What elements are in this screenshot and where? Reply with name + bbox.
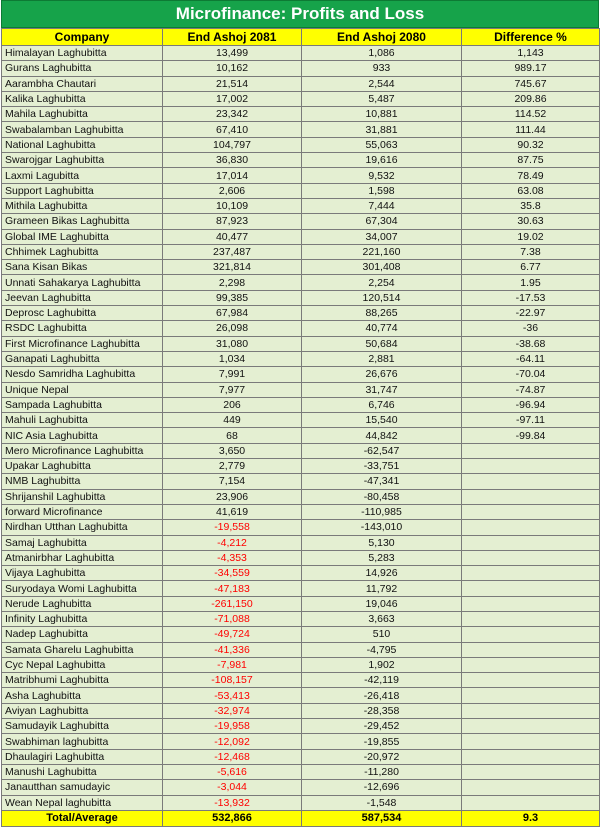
table-row [2,260,600,275]
company-cell: Vijaya Laghubitta [2,566,163,581]
difference-cell: 63.08 [462,183,600,198]
difference-cell [462,596,600,611]
table-row [2,198,600,213]
header-end-ashoj-2080: End Ashoj 2080 [302,29,462,46]
value-2081-cell: -12,092 [163,734,302,749]
company-cell: Aviyan Laghubitta [2,703,163,718]
difference-cell: 78.49 [462,168,600,183]
table-row [2,183,600,198]
value-2080-cell: -11,280 [302,764,462,779]
value-2080-cell: 1,598 [302,183,462,198]
company-cell: National Laghubitta [2,137,163,152]
table-row [2,290,600,305]
company-cell: Sampada Laghubitta [2,397,163,412]
value-2080-cell: 2,254 [302,275,462,290]
difference-cell [462,566,600,581]
company-cell: Global IME Laghubitta [2,229,163,244]
value-2081-cell: 7,991 [163,367,302,382]
company-cell: Swabalamban Laghubitta [2,122,163,137]
company-cell: RSDC Laghubitta [2,321,163,336]
total-2080: 587,534 [302,810,462,826]
value-2081-cell: 237,487 [163,244,302,259]
table-row [2,688,600,703]
value-2081-cell: -5,616 [163,764,302,779]
difference-cell [462,474,600,489]
table-row [2,780,600,795]
value-2081-cell: 321,814 [163,260,302,275]
company-cell: Cyc Nepal Laghubitta [2,657,163,672]
value-2080-cell: 510 [302,627,462,642]
company-cell: Upakar Laghubitta [2,459,163,474]
company-cell: Kalika Laghubitta [2,91,163,106]
value-2081-cell: 36,830 [163,153,302,168]
total-label: Total/Average [2,810,163,826]
difference-cell: 1.95 [462,275,600,290]
company-cell: Mahuli Laghubitta [2,413,163,428]
value-2081-cell: 7,977 [163,382,302,397]
value-2081-cell: -7,981 [163,657,302,672]
value-2080-cell: 221,160 [302,244,462,259]
value-2081-cell: 206 [163,397,302,412]
difference-cell [462,550,600,565]
difference-cell: -38.68 [462,336,600,351]
value-2080-cell: 5,283 [302,550,462,565]
table-row [2,382,600,397]
difference-cell: 745.67 [462,76,600,91]
table-row [2,351,600,366]
difference-cell: 6.77 [462,260,600,275]
value-2081-cell: 2,606 [163,183,302,198]
value-2081-cell: -19,558 [163,520,302,535]
value-2080-cell: -80,458 [302,489,462,504]
company-cell: forward Microfinance [2,504,163,519]
table-row [2,749,600,764]
table-row [2,611,600,626]
value-2081-cell: 23,342 [163,107,302,122]
value-2080-cell: -19,855 [302,734,462,749]
company-cell: Jeevan Laghubitta [2,290,163,305]
value-2081-cell: -12,468 [163,749,302,764]
difference-cell: 90.32 [462,137,600,152]
value-2081-cell: -41,336 [163,642,302,657]
value-2081-cell: -13,932 [163,795,302,810]
company-cell: Ganapati Laghubitta [2,351,163,366]
table-row [2,550,600,565]
company-cell: Dhaulagiri Laghubitta [2,749,163,764]
value-2080-cell: 15,540 [302,413,462,428]
value-2080-cell: 31,747 [302,382,462,397]
company-cell: Manushi Laghubitta [2,764,163,779]
difference-cell [462,795,600,810]
value-2081-cell: 13,499 [163,46,302,61]
difference-cell [462,520,600,535]
value-2081-cell: 68 [163,428,302,443]
value-2080-cell: 2,881 [302,351,462,366]
table-row [2,657,600,672]
value-2080-cell: 31,881 [302,122,462,137]
value-2081-cell: 17,014 [163,168,302,183]
value-2081-cell: 2,779 [163,459,302,474]
table-row [2,581,600,596]
table-row [2,244,600,259]
difference-cell [462,627,600,642]
value-2081-cell: 31,080 [163,336,302,351]
company-cell: Suryodaya Womi Laghubitta [2,581,163,596]
table-row [2,397,600,412]
difference-cell [462,489,600,504]
value-2080-cell: -47,341 [302,474,462,489]
value-2080-cell: 40,774 [302,321,462,336]
table-row [2,107,600,122]
company-cell: Matribhumi Laghubitta [2,673,163,688]
difference-cell: -36 [462,321,600,336]
value-2081-cell: -4,212 [163,535,302,550]
table-row [2,504,600,519]
value-2080-cell: 3,663 [302,611,462,626]
value-2081-cell: -19,958 [163,719,302,734]
difference-cell: 7.38 [462,244,600,259]
company-cell: Laxmi Lagubitta [2,168,163,183]
value-2080-cell: 34,007 [302,229,462,244]
company-cell: Wean Nepal laghubitta [2,795,163,810]
value-2081-cell: 99,385 [163,290,302,305]
table-row [2,76,600,91]
difference-cell: 30.63 [462,214,600,229]
table-row [2,137,600,152]
value-2081-cell: -49,724 [163,627,302,642]
value-2080-cell: 5,487 [302,91,462,106]
difference-cell: 1,143 [462,46,600,61]
value-2080-cell: 55,063 [302,137,462,152]
table-row [2,627,600,642]
value-2080-cell: -29,452 [302,719,462,734]
value-2081-cell: 449 [163,413,302,428]
difference-cell: 989.17 [462,61,600,76]
difference-cell [462,780,600,795]
table-row [2,214,600,229]
total-row [2,810,600,826]
value-2080-cell: -12,696 [302,780,462,795]
value-2081-cell: 67,984 [163,306,302,321]
table-row [2,61,600,76]
value-2080-cell: -28,358 [302,703,462,718]
value-2080-cell: -1,548 [302,795,462,810]
value-2080-cell: 120,514 [302,290,462,305]
company-cell: Mahila Laghubitta [2,107,163,122]
value-2081-cell: 87,923 [163,214,302,229]
value-2080-cell: 19,616 [302,153,462,168]
value-2080-cell: -42,119 [302,673,462,688]
difference-cell: -17.53 [462,290,600,305]
company-cell: Infinity Laghubitta [2,611,163,626]
value-2080-cell: -20,972 [302,749,462,764]
value-2080-cell: 1,086 [302,46,462,61]
company-cell: Mithila Laghubitta [2,198,163,213]
table-row [2,122,600,137]
value-2080-cell: 6,746 [302,397,462,412]
difference-cell [462,459,600,474]
value-2081-cell: 67,410 [163,122,302,137]
value-2081-cell: 104,797 [163,137,302,152]
table-row [2,535,600,550]
table-row [2,306,600,321]
value-2081-cell: 23,906 [163,489,302,504]
difference-cell: -97.11 [462,413,600,428]
difference-cell: 87.75 [462,153,600,168]
header-row [2,29,600,46]
value-2080-cell: 1,902 [302,657,462,672]
table-title: Microfinance: Profits and Loss [1,0,599,28]
table-body [2,46,600,811]
difference-cell [462,611,600,626]
table-row [2,795,600,810]
value-2081-cell: 1,034 [163,351,302,366]
table-row [2,367,600,382]
value-2081-cell: 2,298 [163,275,302,290]
company-cell: Support Laghubitta [2,183,163,198]
value-2081-cell: 41,619 [163,504,302,519]
company-cell: Nadep Laghubitta [2,627,163,642]
table-row [2,474,600,489]
table-row [2,734,600,749]
value-2081-cell: -261,150 [163,596,302,611]
value-2080-cell: 10,881 [302,107,462,122]
table-row [2,673,600,688]
value-2081-cell: -32,974 [163,703,302,718]
value-2080-cell: 9,532 [302,168,462,183]
value-2080-cell: 67,304 [302,214,462,229]
company-cell: NIC Asia Laghubitta [2,428,163,443]
value-2080-cell: 11,792 [302,581,462,596]
difference-cell [462,749,600,764]
company-cell: Nirdhan Utthan Laghubitta [2,520,163,535]
value-2080-cell: 301,408 [302,260,462,275]
difference-cell [462,764,600,779]
value-2081-cell: 21,514 [163,76,302,91]
difference-cell [462,581,600,596]
value-2081-cell: -71,088 [163,611,302,626]
company-cell: Samudayik Laghubitta [2,719,163,734]
company-cell: Mero Microfinance Laghubitta [2,443,163,458]
company-cell: Shrijanshil Laghubitta [2,489,163,504]
company-cell: Nesdo Samridha Laghubitta [2,367,163,382]
total-difference: 9.3 [462,810,600,826]
spreadsheet [1,0,599,827]
table-row [2,703,600,718]
value-2080-cell: 88,265 [302,306,462,321]
value-2081-cell: 17,002 [163,91,302,106]
difference-cell: 19.02 [462,229,600,244]
difference-cell: -99.84 [462,428,600,443]
difference-cell: -64.11 [462,351,600,366]
table-row [2,275,600,290]
table-row [2,764,600,779]
table-row [2,489,600,504]
table-row [2,719,600,734]
difference-cell: 209.86 [462,91,600,106]
company-cell: Chhimek Laghubitta [2,244,163,259]
company-cell: Janautthan samudayic [2,780,163,795]
value-2080-cell: -110,985 [302,504,462,519]
difference-cell: -70.04 [462,367,600,382]
table-row [2,336,600,351]
difference-cell [462,443,600,458]
value-2080-cell: -62,547 [302,443,462,458]
table-row [2,91,600,106]
value-2080-cell: 2,544 [302,76,462,91]
header-difference-percent: Difference % [462,29,600,46]
difference-cell: 114.52 [462,107,600,122]
company-cell: Unnati Sahakarya Laghubitta [2,275,163,290]
table-row [2,443,600,458]
difference-cell: 35.8 [462,198,600,213]
value-2080-cell: -143,010 [302,520,462,535]
difference-cell [462,703,600,718]
company-cell: Samaj Laghubitta [2,535,163,550]
difference-cell [462,673,600,688]
total-2081: 532,866 [163,810,302,826]
value-2081-cell: -3,044 [163,780,302,795]
value-2080-cell: 7,444 [302,198,462,213]
value-2081-cell: -108,157 [163,673,302,688]
company-cell: Nerude Laghubitta [2,596,163,611]
company-cell: Himalayan Laghubitta [2,46,163,61]
value-2080-cell: -33,751 [302,459,462,474]
company-cell: Grameen Bikas Laghubitta [2,214,163,229]
company-cell: Atmanirbhar Laghubitta [2,550,163,565]
value-2080-cell: -26,418 [302,688,462,703]
value-2080-cell: 5,130 [302,535,462,550]
table-row [2,428,600,443]
table-row [2,46,600,61]
table-row [2,566,600,581]
value-2081-cell: 3,650 [163,443,302,458]
difference-cell: -74.87 [462,382,600,397]
difference-cell: -96.94 [462,397,600,412]
value-2080-cell: 933 [302,61,462,76]
company-cell: Samata Gharelu Laghubitta [2,642,163,657]
difference-cell: -22.97 [462,306,600,321]
difference-cell [462,688,600,703]
value-2081-cell: -4,353 [163,550,302,565]
table-row [2,321,600,336]
difference-cell [462,504,600,519]
difference-cell [462,535,600,550]
company-cell: NMB Laghubitta [2,474,163,489]
table-row [2,168,600,183]
company-cell: Gurans Laghubitta [2,61,163,76]
value-2080-cell: 19,046 [302,596,462,611]
company-cell: Unique Nepal [2,382,163,397]
value-2081-cell: -34,559 [163,566,302,581]
company-cell: Aarambha Chautari [2,76,163,91]
table-row [2,520,600,535]
company-cell: Swabhiman laghubitta [2,734,163,749]
value-2080-cell: -4,795 [302,642,462,657]
table-row [2,596,600,611]
table-row [2,642,600,657]
value-2080-cell: 14,926 [302,566,462,581]
difference-cell [462,657,600,672]
value-2080-cell: 26,676 [302,367,462,382]
value-2081-cell: 10,162 [163,61,302,76]
value-2081-cell: 40,477 [163,229,302,244]
difference-cell: 111.44 [462,122,600,137]
value-2081-cell: 7,154 [163,474,302,489]
header-company: Company [2,29,163,46]
profit-loss-table [1,28,600,827]
company-cell: Asha Laghubitta [2,688,163,703]
table-row [2,153,600,168]
value-2081-cell: 10,109 [163,198,302,213]
value-2081-cell: -47,183 [163,581,302,596]
difference-cell [462,734,600,749]
value-2081-cell: -53,413 [163,688,302,703]
company-cell: Swarojgar Laghubitta [2,153,163,168]
header-end-ashoj-2081: End Ashoj 2081 [163,29,302,46]
value-2080-cell: 44,842 [302,428,462,443]
difference-cell [462,642,600,657]
value-2080-cell: 50,684 [302,336,462,351]
company-cell: Sana Kisan Bikas [2,260,163,275]
table-row [2,413,600,428]
company-cell: Deprosc Laghubitta [2,306,163,321]
table-row [2,459,600,474]
difference-cell [462,719,600,734]
value-2081-cell: 26,098 [163,321,302,336]
company-cell: First Microfinance Laghubitta [2,336,163,351]
table-row [2,229,600,244]
